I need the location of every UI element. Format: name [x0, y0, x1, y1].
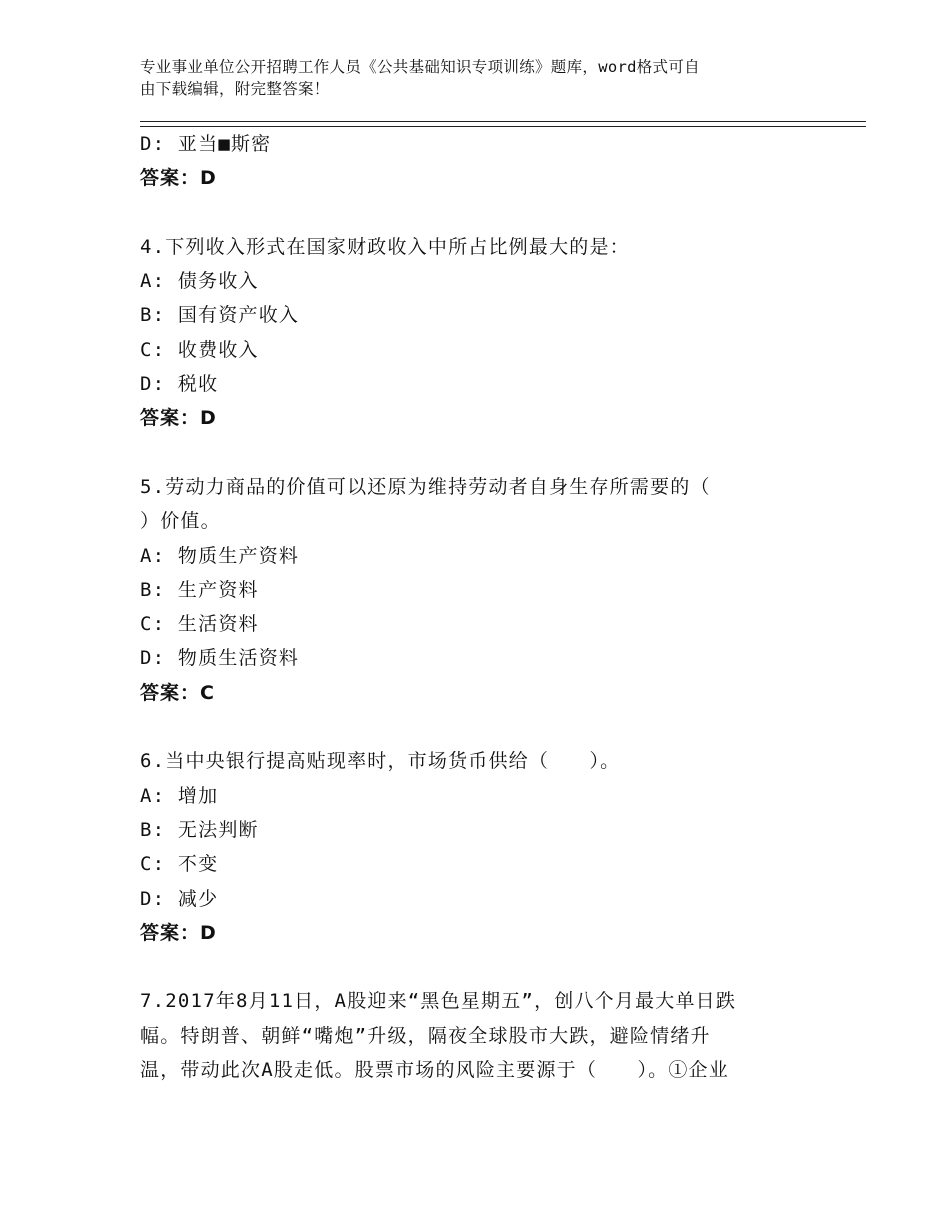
question-stem-line-1: 5.劳动力商品的价值可以还原为维持劳动者自身生存所需要的（ [140, 475, 711, 498]
option-a: A: 物质生产资料 [140, 544, 300, 567]
question-3 [140, 127, 840, 196]
question-6 [140, 744, 840, 950]
question-stem: 4.下列收入形式在国家财政收入中所占比例最大的是： [140, 235, 630, 258]
option-b: B: 无法判断 [140, 818, 259, 841]
question-stem-line-2: ）价值。 [140, 510, 221, 533]
spacer [140, 196, 840, 230]
spacer [140, 710, 840, 744]
question-stem-line-1: 7.2017年8月11日，A股迎来“黑色星期五”，创八个月最大单日跌 [140, 990, 737, 1013]
question-stem: 6.当中央银行提高贴现率时，市场货币供给（ ）。 [140, 750, 621, 773]
answer-label: 答案：C [140, 681, 215, 704]
option-c: C: 生活资料 [140, 613, 259, 636]
header-line-2: 由下载编辑，附完整答案！ [140, 80, 330, 98]
option-b: B: 生产资料 [140, 578, 259, 601]
option-b: B: 国有资产收入 [140, 304, 300, 327]
question-stem-line-2: 幅。特朗普、朝鲜“嘴炮”升级，隔夜全球股市大跌，避险情绪升 [140, 1024, 711, 1047]
header-line-1: 专业事业单位公开招聘工作人员《公共基础知识专项训练》题库，word格式可自 [140, 58, 700, 76]
header-divider-top [140, 121, 866, 122]
question-4 [140, 230, 840, 436]
option-d: D: 税收 [140, 373, 219, 396]
question-5 [140, 470, 840, 710]
answer-label: 答案：D [140, 407, 217, 430]
option-c: C: 不变 [140, 853, 219, 876]
option-d: D: 物质生活资料 [140, 647, 300, 670]
answer-label: 答案：D [140, 921, 217, 944]
question-stem-line-3: 温，带动此次A股走低。股票市场的风险主要源于（ ）。①企业 [140, 1059, 729, 1082]
option-a: A: 债务收入 [140, 270, 259, 293]
question-7 [140, 984, 840, 1087]
question-list [140, 127, 840, 1087]
page-header [140, 56, 830, 100]
option-d: D: 亚当■斯密 [140, 133, 272, 155]
spacer [140, 436, 840, 470]
answer-label: 答案：D [140, 167, 217, 190]
option-a: A: 增加 [140, 784, 219, 807]
option-c: C: 收费收入 [140, 338, 259, 361]
spacer [140, 950, 840, 984]
option-d: D: 减少 [140, 887, 219, 910]
